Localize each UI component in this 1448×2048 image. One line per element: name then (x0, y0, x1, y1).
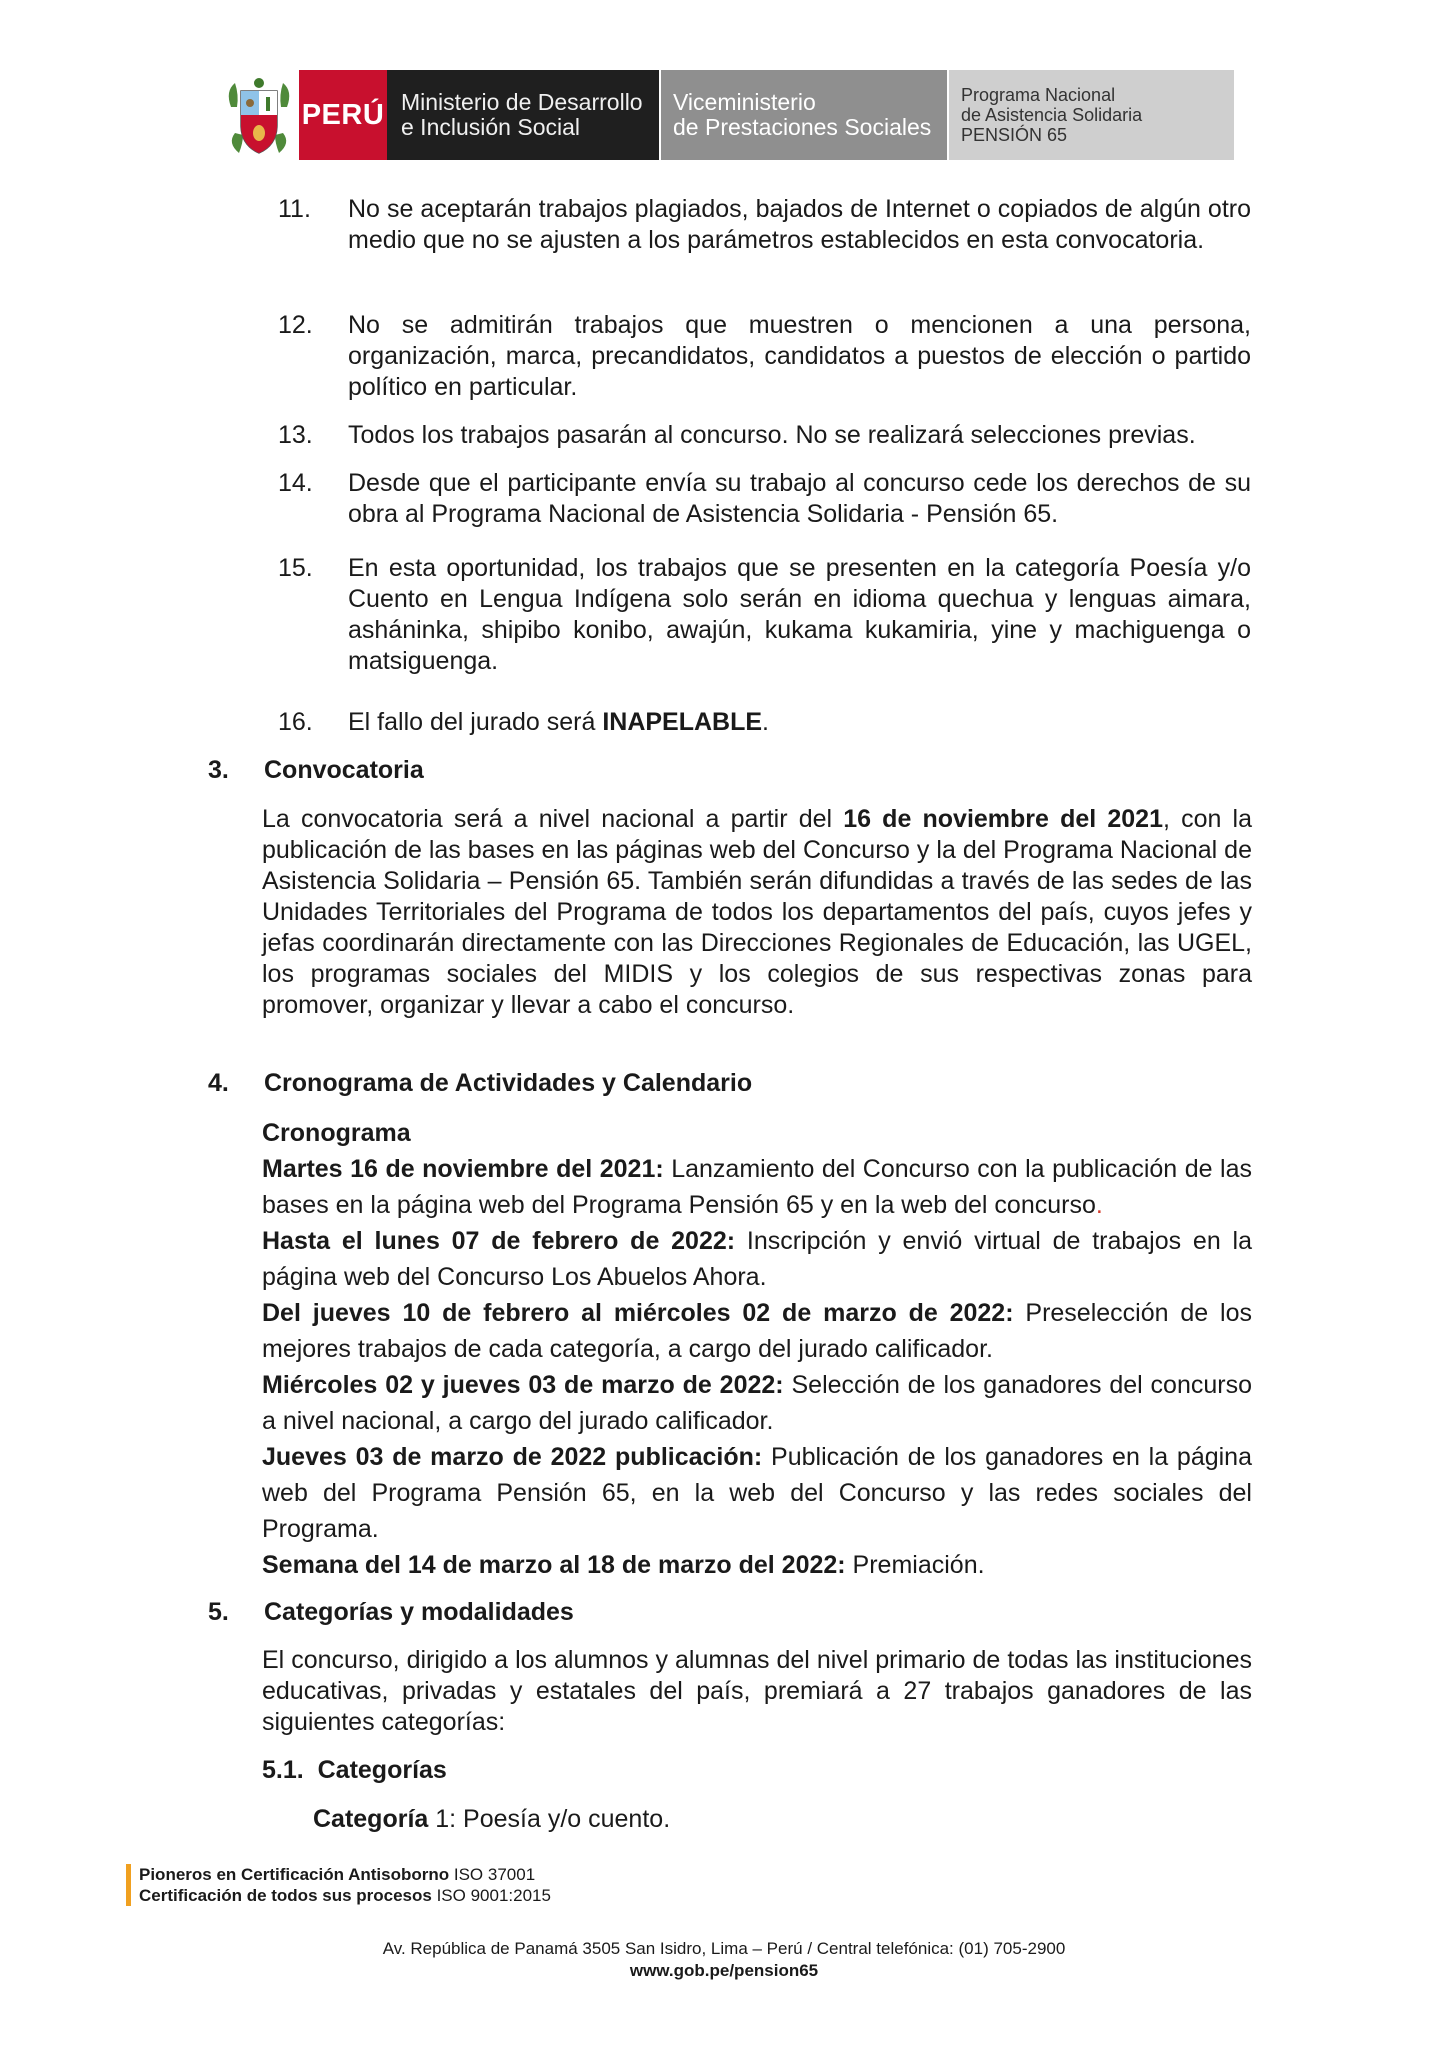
schedule-entry (262, 1367, 1252, 1439)
list-item (278, 310, 1251, 403)
item-text (348, 707, 1251, 738)
subsection-heading (262, 1755, 447, 1786)
subsection-number: 5.1. (262, 1756, 304, 1784)
subsection-title: Categorías (317, 1756, 447, 1784)
section-number: 3. (208, 756, 229, 784)
schedule-block (262, 1115, 1252, 1583)
footer-website-link[interactable]: www.gob.pe/pension65 (629, 1961, 819, 1980)
section-number: 5. (208, 1598, 229, 1626)
schedule-tail: . (1095, 1191, 1103, 1219)
section-heading (208, 755, 424, 786)
schedule-description: Inscripción y envió virtual de trabajos en la página web del Concurso Los Abuelos Ahora. (262, 1227, 1253, 1291)
paragraph-text-start: La convocatoria será a nivel nacional a partir del (262, 805, 844, 833)
letterhead (225, 70, 1234, 160)
category-label: Categoría (313, 1805, 429, 1833)
item-number: 15. (278, 554, 313, 582)
schedule-description: Selección de los ganadores del concurso a nivel nacional, a cargo del jurado calificador. (262, 1371, 1252, 1435)
schedule-date: Semana del 14 de marzo al 18 de marzo del 2022: (262, 1551, 846, 1579)
program-block (949, 70, 1234, 160)
item-text: No se admitirán trabajos que muestren o mencionen a una persona, organización, marca, precandidatos, candidatos a puestos de elección o partido político en particular. (348, 311, 1251, 401)
schedule-date: Hasta el lunes 07 de febrero de 2022: (262, 1227, 736, 1255)
program-line-2: de Asistencia Solidaria (961, 105, 1143, 125)
section-title: Categorías y modalidades (264, 1598, 574, 1626)
schedule-description: Preselección de los mejores trabajos de cada categoría, a cargo del jurado calificador. (262, 1299, 1252, 1363)
item-text: Todos los trabajos pasarán al concurso. No se realizará selecciones previas. (348, 421, 1196, 449)
item-text: No se aceptarán trabajos plagiados, bajados de Internet o copiados de algún otro medio que no se ajusten a los parámetros establecidos en esta convocatoria. (348, 195, 1251, 254)
viceministry-block (661, 70, 947, 160)
vice-line-1: Viceministerio (673, 89, 816, 115)
item-text-end: . (762, 708, 769, 736)
start-date-emphasis: 16 de noviembre del 2021 (843, 805, 1163, 833)
item-text: En esta oportunidad, los trabajos que se presenten en la categoría Poesía y/o Cuento en Lengua Indígena solo serán en idioma quechua y lenguas aimara, asháninka, shipibo konibo, awajún, kukama kukamiria, yine y machiguenga o matsiguenga. (348, 554, 1251, 675)
schedule-entry (262, 1151, 1252, 1223)
category-text: 1: Poesía y/o cuento. (428, 1805, 671, 1833)
country-label: PERÚ (301, 98, 385, 131)
schedule-description: Lanzamiento del Concurso con la publicación de las bases en la página web del Programa Pensión 65 y en la web del concurso (262, 1155, 1252, 1219)
item-number: 13. (278, 421, 313, 449)
cert-2-standard: ISO 9001:2015 (431, 1886, 551, 1905)
certifications (126, 1864, 551, 1906)
item-number: 14. (278, 469, 313, 497)
schedule-entry (262, 1295, 1252, 1367)
ministry-block (387, 70, 659, 160)
footer-address: Av. República de Panamá 3505 San Isidro, Lima – Perú / Central telefónica: (01) 705-2900 (382, 1939, 1066, 1958)
item-number: 12. (278, 311, 313, 339)
schedule-description: Publicación de los ganadores en la página web del Programa Pensión 65, en la web del Concurso y las redes sociales del Programa. (262, 1443, 1252, 1543)
coat-of-arms-icon (225, 73, 293, 157)
list-item (278, 707, 1251, 738)
category-line (313, 1804, 1213, 1835)
list-item (278, 420, 1251, 451)
schedule-subtitle: Cronograma (262, 1119, 411, 1147)
categories-paragraph: El concurso, dirigido a los alumnos y alumnas del nivel primario de todas las instituciones educativas, privadas y estatales del país, premiará a 27 trabajos ganadores de las siguientes categorías: (262, 1646, 1252, 1736)
cert-1-label: Pioneros en Certificación Antisoborno (139, 1865, 450, 1884)
schedule-date: Del jueves 10 de febrero al miércoles 02 de marzo de 2022: (262, 1299, 1014, 1327)
cert-1-standard: ISO 37001 (449, 1865, 536, 1884)
cert-2-label: Certificación de todos sus procesos (139, 1886, 432, 1905)
section-heading (208, 1597, 574, 1628)
footer-address-block (0, 1938, 1448, 1982)
schedule-date: Jueves 03 de marzo de 2022 publicación: (262, 1443, 763, 1471)
ministry-line-2: e Inclusión Social (401, 114, 580, 140)
list-item (278, 468, 1251, 530)
schedule-entry (262, 1439, 1252, 1547)
item-number: 11. (278, 195, 311, 223)
program-line-1: Programa Nacional (961, 85, 1116, 105)
program-line-3: PENSIÓN 65 (961, 125, 1068, 145)
list-item (278, 553, 1251, 677)
list-item (278, 194, 1251, 256)
item-number: 16. (278, 708, 313, 736)
ministry-line-1: Ministerio de Desarrollo (401, 89, 643, 115)
section-title: Cronograma de Actividades y Calendario (264, 1069, 753, 1097)
section-number: 4. (208, 1069, 229, 1097)
section-heading (208, 1068, 752, 1099)
item-text: Desde que el participante envía su trabajo al concurso cede los derechos de su obra al Programa Nacional de Asistencia Solidaria - Pensión 65. (348, 469, 1251, 528)
schedule-date: Miércoles 02 y jueves 03 de marzo de 2022: (262, 1371, 784, 1399)
convocatoria-paragraph (262, 804, 1252, 1021)
vice-line-2: de Prestaciones Sociales (673, 114, 932, 140)
section-title: Convocatoria (264, 756, 424, 784)
schedule-date: Martes 16 de noviembre del 2021: (262, 1155, 664, 1183)
item-text-start: El fallo del jurado será (348, 708, 603, 736)
peru-brand (299, 70, 387, 160)
paragraph-text-end: , con la publicación de las bases en las páginas web del Concurso y la del Programa Nacional de Asistencia Solidaria – Pensión 65. También serán difundidas a través de las sedes de las Unidades Territoriales del Programa de todos los departamentos del país, cuyos jefes y jefas coordinarán directamente con las Direcciones Regionales de Educación, las UGEL, los programas sociales del MIDIS y los colegios de sus respectivas zonas para promover, organizar y llevar a cabo el concurso. (262, 805, 1252, 1019)
inapelable-emphasis: INAPELABLE (602, 708, 763, 736)
schedule-entry (262, 1223, 1252, 1295)
schedule-description: Premiación. (845, 1551, 985, 1579)
schedule-entry (262, 1547, 1252, 1583)
